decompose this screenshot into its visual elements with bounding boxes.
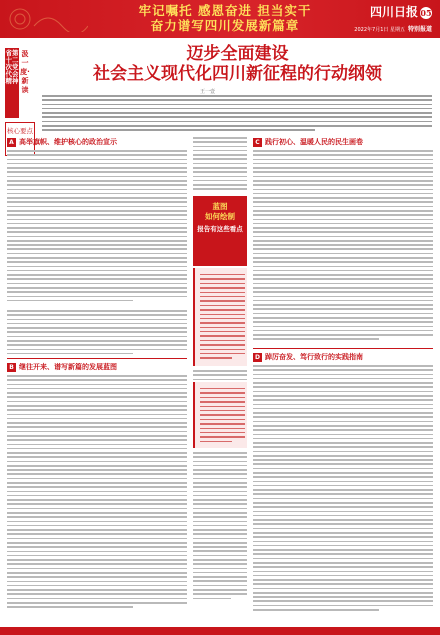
section-heading-b [7, 362, 117, 372]
highlight-box-1-text [200, 274, 245, 362]
section-a-icon: A [7, 138, 16, 147]
promo-line-2: 如何绘制 [205, 212, 235, 221]
section-c-icon: C [253, 138, 262, 147]
intro-paragraph [42, 95, 432, 134]
section-divider-d [253, 348, 433, 349]
section-d-text [253, 365, 433, 613]
promo-line-1: 蓝图 [212, 202, 228, 211]
headline-line-2: 社会主义现代化四川新征程的行动纲领 [93, 64, 382, 84]
highlight-box-1 [193, 268, 247, 366]
highlight-box-2 [193, 382, 247, 448]
section-b-text [7, 375, 187, 610]
byline: 王一壹 [200, 89, 216, 95]
section-d-icon: D [253, 353, 262, 362]
side-tag: 核心要点 [5, 122, 35, 156]
newspaper-logo [370, 3, 432, 20]
side-banner: 省第十二次党代会精神 [5, 48, 19, 118]
section-b-title: 继往开来、谱写新篇的发展蓝图 [19, 363, 117, 371]
section-heading-d [253, 352, 363, 362]
headline [40, 44, 435, 84]
decorative-pattern-icon [8, 6, 88, 32]
headline-line-1: 迈步全面建设 [186, 44, 289, 64]
center-text-bottom [193, 452, 247, 602]
section-a-text [7, 150, 187, 304]
section-heading-c [253, 137, 363, 147]
section-b-icon: B [7, 363, 16, 372]
slogan-line-1: 牢记嘱托 感恩奋进 担当实干 [138, 3, 312, 18]
center-text-mid [193, 370, 247, 383]
issue-date [354, 24, 432, 33]
promo-box [193, 196, 247, 266]
masthead [0, 0, 440, 38]
section-a-title: 高举旗帜、维护核心的政治宣示 [19, 138, 117, 146]
promo-cta: 报告有这些看点 [197, 225, 243, 233]
logo-text: 四川日报 [369, 5, 418, 19]
center-text-top [193, 137, 247, 193]
section-a-text-2 [7, 310, 187, 357]
side-subtitle: 汲一度·新读 [20, 50, 30, 94]
masthead-slogan [110, 3, 340, 33]
section-heading-a [7, 137, 117, 147]
section-label: 特别报道 [407, 26, 432, 33]
date-text: 2022年7月1日 星期五 [354, 27, 405, 33]
footer-bar [0, 627, 440, 635]
section-c-text [253, 150, 433, 343]
page-number: 05 [420, 8, 432, 18]
slogan-line-2: 奋力谱写四川发展新篇章 [150, 18, 300, 33]
section-d-title: 踔厉奋发、笃行致行的实践指南 [265, 353, 363, 361]
section-c-title: 践行初心、温暖人民的民生画卷 [265, 138, 363, 146]
highlight-box-2-text [200, 388, 245, 445]
section-divider-b [7, 358, 187, 359]
